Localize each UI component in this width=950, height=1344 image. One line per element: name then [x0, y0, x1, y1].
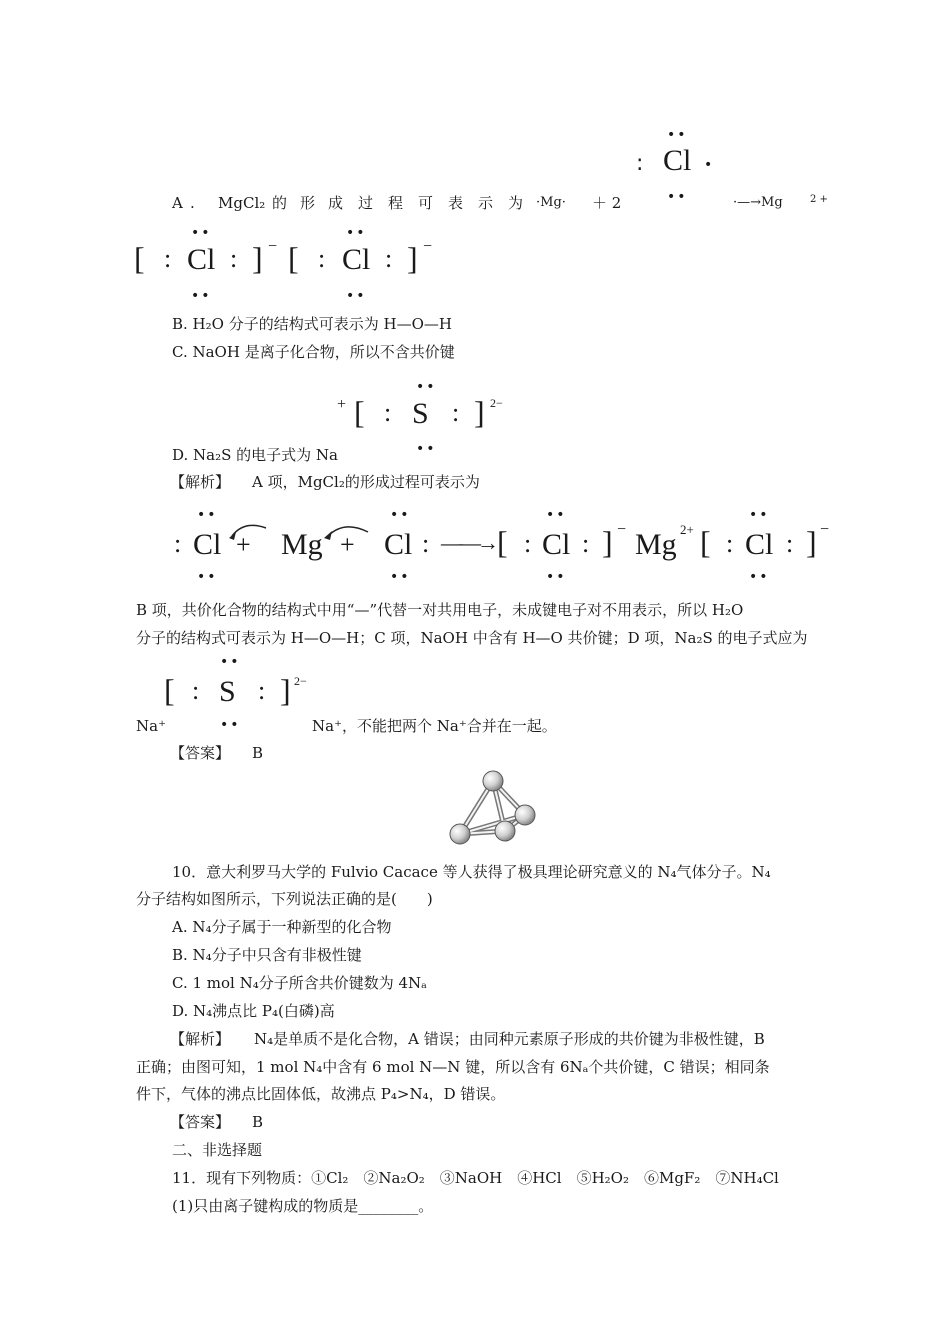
cl-bottom-dots: ••	[749, 569, 770, 585]
cl-bottom-dots: ••	[667, 189, 688, 205]
mg-ion-charge: 2+	[680, 522, 694, 537]
s-label: S	[412, 397, 429, 430]
cl-label: Cl	[542, 528, 571, 561]
cl-top-dots: ••	[749, 507, 770, 523]
cl-top-dots: ••	[197, 507, 218, 523]
colon-left: :	[164, 244, 172, 273]
minus-sign: −	[820, 521, 830, 538]
colon-left: :	[384, 398, 392, 427]
answer-label: 【答案】	[170, 744, 231, 762]
bracket-left: [	[134, 240, 145, 276]
q11-stem: 11．现有下列物质：①Cl₂ ②Na₂O₂ ③NaOH ④HCl ⑤H₂O₂ ⑥MgF₂ ⑦NH₄Cl	[172, 1169, 779, 1187]
analysis-label: 【解析】	[170, 473, 231, 491]
mg-charge: 2 +	[810, 194, 828, 205]
cl-label: Cl	[193, 528, 222, 561]
reaction-arrow: ——→	[441, 530, 495, 555]
bracket-left: [	[354, 394, 365, 430]
colon-right: :	[786, 529, 794, 558]
q10-analysis-line1: N₄是单质不是化合物，A 错误；由同种元素原子形成的共价键为非极性键，B	[254, 1030, 765, 1048]
colon-left: :	[524, 529, 532, 558]
charge-label: 2−	[490, 396, 503, 410]
s-top-dots: ••	[220, 654, 241, 670]
plus-sign: +	[340, 530, 355, 559]
colon-left: :	[192, 676, 200, 705]
analysis-a: A 项，MgCl₂的形成过程可表示为	[252, 473, 480, 491]
q10-analysis-label: 【解析】	[170, 1030, 231, 1048]
q10-option-a: A. N₄分子属于一种新型的化合物	[172, 918, 392, 936]
bracket-right: ]	[252, 240, 263, 276]
option-d: D. Na₂S 的电子式为 Na	[172, 446, 338, 464]
cl-top-dots: ••	[546, 507, 567, 523]
cl-top-dots: ••	[667, 127, 688, 143]
option-b: B. H₂O 分子的结构式可表示为 H—O—H	[172, 315, 452, 333]
colon-right: :	[385, 244, 393, 273]
q10-option-c: C. 1 mol N₄分子所含共价键数为 4Nₐ	[172, 974, 427, 992]
cl-label: Cl	[342, 243, 371, 276]
cl-bottom-dots: ••	[197, 569, 218, 585]
plus-sign: +	[236, 530, 251, 559]
plus-sign: +	[337, 396, 347, 413]
mg-label: Mg	[281, 528, 323, 561]
bracket-left: [	[497, 524, 508, 560]
q10-option-b: B. N₄分子中只含有非极性键	[172, 946, 362, 964]
q10-stem-line2: 分子结构如图所示，下列说法正确的是( )	[136, 890, 433, 908]
s-label: S	[219, 675, 236, 708]
mg-ion-label: Mg	[635, 528, 677, 561]
cl-bottom-dots: ••	[546, 569, 567, 585]
q10-option-d: D. N₄沸点比 P₄(白磷)高	[172, 1002, 335, 1020]
bracket-left: [	[288, 240, 299, 276]
bracket-right: ]	[407, 240, 418, 276]
option-c: C. NaOH 是离子化合物，所以不含共价键	[172, 343, 455, 361]
bracket-left: [	[700, 524, 711, 560]
s-bottom-dots: ••	[416, 441, 437, 457]
cl-bottom-dots: ••	[191, 288, 212, 304]
colon-left: :	[174, 529, 182, 558]
cl-label: Cl	[187, 243, 216, 276]
colon-right: :	[258, 676, 266, 705]
n4-molecule-figure	[446, 770, 546, 850]
cl-top-dots: ••	[191, 225, 212, 241]
q10-analysis-line3: 件下，气体的沸点比固体低，故沸点 P₄>N₄，D 错误。	[136, 1085, 506, 1103]
minus-sign: −	[268, 238, 278, 255]
cl-top-dots: ••	[390, 507, 411, 523]
q11-part1: (1)只由离子键构成的物质是________。	[172, 1197, 434, 1215]
answer-value: B	[252, 744, 264, 762]
q10-stem-line1: 10．意大利罗马大学的 Fulvio Cacace 等人获得了极具理论研究意义的 N₄气体分子。N₄	[172, 863, 771, 881]
q10-answer-value: B	[252, 1113, 264, 1131]
colon-right: :	[582, 529, 590, 558]
cl-bottom-dots: ••	[346, 288, 367, 304]
colon-left: :	[726, 529, 734, 558]
section-title: 二、非选择题	[172, 1141, 263, 1159]
q10-analysis-line2: 正确；由图可知，1 mol N₄中含有 6 mol N—N 键，所以含有 6Nₐ个共价键，C 错误；相同条	[136, 1058, 770, 1076]
minus-sign: −	[423, 238, 433, 255]
s-top-dots: ••	[416, 379, 437, 395]
option-a-label: A	[172, 194, 183, 212]
cl-right-dot: •	[704, 157, 715, 173]
cl-bottom-dots: ••	[390, 569, 411, 585]
bracket-right: ]	[602, 524, 613, 560]
cl-top-dots: ••	[346, 225, 367, 241]
minus-sign: −	[617, 521, 627, 538]
colon-right: :	[422, 529, 430, 558]
bracket-right: ]	[474, 394, 485, 430]
analysis-b-line2: 分子的结构式可表示为 H—O—H；C 项，NaOH 中含有 H—O 共价键；D 项，Na₂S 的电子式应为	[136, 629, 808, 647]
bracket-right: ]	[806, 524, 817, 560]
option-a-arrow: ·—→Mg	[733, 195, 783, 210]
bracket-left: [	[164, 672, 175, 708]
bracket-right: ]	[280, 672, 291, 708]
curved-arrows	[220, 514, 420, 554]
na-plus-right: Na⁺，不能把两个 Na⁺合并在一起。	[312, 717, 557, 735]
na-plus-left: Na⁺	[136, 717, 166, 735]
s-bottom-dots: ••	[220, 717, 241, 733]
analysis-b-line1: B 项，共价化合物的结构式中用“—”代替一对共用电子，未成键电子对不用表示，所以 H₂O	[136, 601, 744, 619]
q10-answer-label: 【答案】	[170, 1113, 231, 1131]
colon-right: :	[230, 244, 238, 273]
colon-right: :	[452, 398, 460, 427]
colon-left: :	[318, 244, 326, 273]
charge-label: 2−	[294, 674, 307, 688]
cl-label: Cl	[384, 528, 413, 561]
cl-label: Cl	[745, 528, 774, 561]
cl-left-colon: :	[636, 151, 646, 176]
cl-atom-label: Cl	[663, 144, 692, 177]
